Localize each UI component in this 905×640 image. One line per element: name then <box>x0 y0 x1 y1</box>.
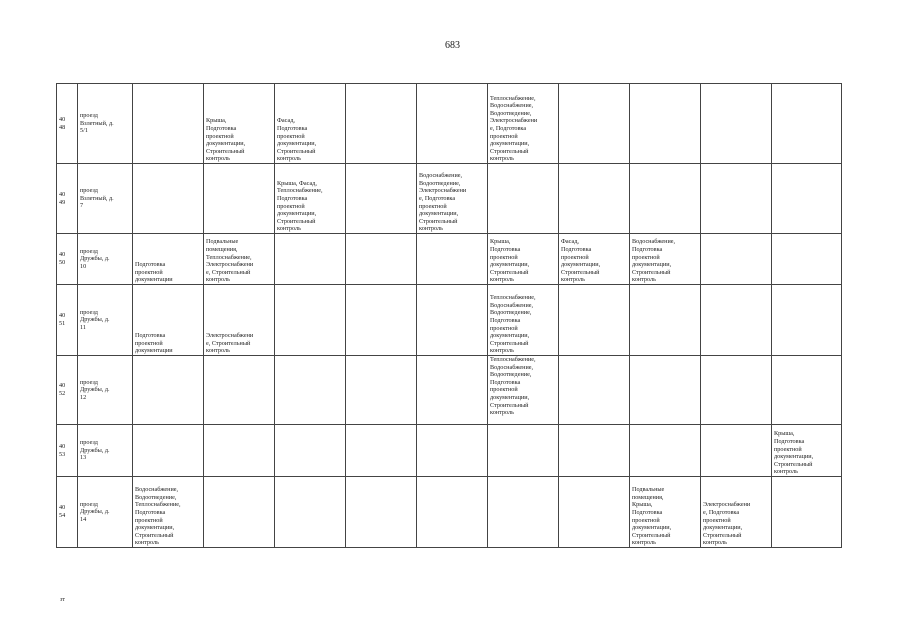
table-cell <box>346 425 417 477</box>
table-cell: Подвальные помещения, Теплоснабжение, Электроснабжени е, Строительный контроль <box>204 234 275 285</box>
table-row <box>57 285 842 356</box>
table-cell <box>772 84 842 164</box>
table-cell: Теплоснабжение, Водоснабжение, Водоотведение, Электроснабжени е, Подготовка проектной документации, Строительный контроль <box>488 84 559 164</box>
row-number: 40 50 <box>57 234 78 285</box>
table-cell: Крыша, Подготовка проектной документации, Строительный контроль <box>772 425 842 477</box>
table-cell <box>559 285 630 356</box>
table-cell <box>133 356 204 425</box>
row-number: 40 52 <box>57 356 78 425</box>
table-cell: Теплоснабжение, Водоснабжение, Водоотведение, Подготовка проектной документации, Строительный контроль <box>488 285 559 356</box>
table-cell <box>275 234 346 285</box>
table-cell <box>133 84 204 164</box>
table-cell <box>772 477 842 548</box>
table-row <box>57 234 842 285</box>
table-cell <box>346 356 417 425</box>
row-number: 40 49 <box>57 164 78 234</box>
table-cell <box>417 285 488 356</box>
table-cell: Электроснабжени е, Строительный контроль <box>204 285 275 356</box>
table-cell: Фасад, Подготовка проектной документации, Строительный контроль <box>275 84 346 164</box>
table-cell <box>630 425 701 477</box>
table-cell <box>630 356 701 425</box>
table-cell <box>630 164 701 234</box>
footer-mark: зт <box>60 597 65 603</box>
table-cell: Подвальные помещения, Крыша, Подготовка проектной документации, Строительный контроль <box>630 477 701 548</box>
table-cell <box>488 477 559 548</box>
table-cell <box>275 477 346 548</box>
table-cell <box>701 425 772 477</box>
table-row <box>57 84 842 164</box>
table-cell <box>275 356 346 425</box>
row-address: проезд Дружбы, д. 14 <box>78 477 133 548</box>
table-cell <box>417 234 488 285</box>
table-cell <box>488 164 559 234</box>
table-cell <box>488 425 559 477</box>
table-cell <box>275 425 346 477</box>
row-number: 40 53 <box>57 425 78 477</box>
table-cell: Крыша, Подготовка проектной документации, Строительный контроль <box>204 84 275 164</box>
table-cell <box>701 285 772 356</box>
table-row <box>57 477 842 548</box>
table-cell <box>346 285 417 356</box>
table-cell <box>417 356 488 425</box>
table-cell <box>417 84 488 164</box>
table-cell <box>559 84 630 164</box>
table-cell <box>772 285 842 356</box>
table-cell <box>559 477 630 548</box>
table-cell <box>559 425 630 477</box>
table-cell <box>559 356 630 425</box>
table-cell <box>133 164 204 234</box>
row-address: проезд Взлетный, д. 7 <box>78 164 133 234</box>
table-cell <box>346 234 417 285</box>
row-address: проезд Взлетный, д. 5/1 <box>78 84 133 164</box>
table-cell: Электроснабжени е, Подготовка проектной документации, Строительный контроль <box>701 477 772 548</box>
table-cell: Крыша, Фасад, Теплоснабжение, Подготовка проектной документации, Строительный контроль <box>275 164 346 234</box>
table-cell <box>701 234 772 285</box>
table-cell <box>133 425 204 477</box>
table-cell <box>772 234 842 285</box>
work-schedule-table <box>56 83 842 548</box>
table-cell: Водоснабжение, Водоотведение, Электроснабжени е, Подготовка проектной документации, Строительный контроль <box>417 164 488 234</box>
row-number: 40 51 <box>57 285 78 356</box>
row-number: 40 54 <box>57 477 78 548</box>
table-cell <box>630 84 701 164</box>
table-cell <box>346 84 417 164</box>
table-cell <box>275 285 346 356</box>
table-row <box>57 164 842 234</box>
table-cell: Водоснабжение, Водоотведение, Теплоснабжение, Подготовка проектной документации, Строительный контроль <box>133 477 204 548</box>
row-address: проезд Дружбы, д. 10 <box>78 234 133 285</box>
table-cell <box>204 425 275 477</box>
table-cell: Водоснабжение, Подготовка проектной документации, Строительный контроль <box>630 234 701 285</box>
table-cell: Подготовка проектной документации <box>133 234 204 285</box>
row-number: 40 48 <box>57 84 78 164</box>
table-cell <box>701 164 772 234</box>
table-cell: Теплоснабжение, Водоснабжение, Водоотведение, Подготовка проектной документации, Строительный контроль <box>488 356 559 425</box>
row-address: проезд Дружбы, д. 12 <box>78 356 133 425</box>
table-cell: Крыша, Подготовка проектной документации, Строительный контроль <box>488 234 559 285</box>
table-cell <box>204 477 275 548</box>
page-number: 683 <box>445 40 460 51</box>
row-address: проезд Дружбы, д. 11 <box>78 285 133 356</box>
table-cell <box>630 285 701 356</box>
table-cell <box>701 84 772 164</box>
table-cell <box>346 477 417 548</box>
table-cell <box>772 164 842 234</box>
table-cell <box>417 477 488 548</box>
table-cell <box>772 356 842 425</box>
table-cell <box>701 356 772 425</box>
table-cell <box>417 425 488 477</box>
table-cell: Подготовка проектной документации <box>133 285 204 356</box>
table-cell <box>204 356 275 425</box>
row-address: проезд Дружбы, д. 13 <box>78 425 133 477</box>
table-row <box>57 425 842 477</box>
table-cell <box>204 164 275 234</box>
table-row <box>57 356 842 425</box>
table-cell: Фасад, Подготовка проектной документации, Строительный контроль <box>559 234 630 285</box>
table-cell <box>346 164 417 234</box>
table-cell <box>559 164 630 234</box>
